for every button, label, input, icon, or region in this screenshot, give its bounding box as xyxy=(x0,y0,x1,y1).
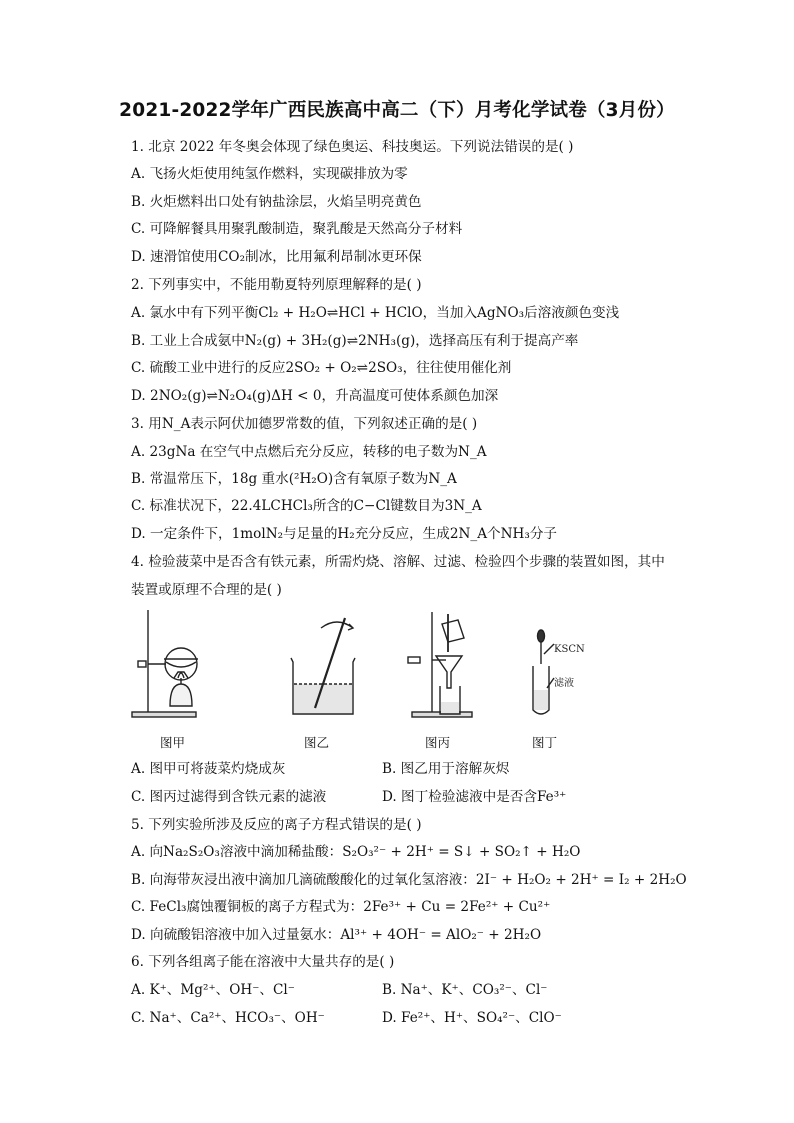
q4-option-d: D. 图丁检验滤液中是否含Fe³⁺ xyxy=(382,789,567,805)
figure-bing-filtration-apparatus xyxy=(398,606,478,721)
q3-option-d: D. 一定条件下，1molN₂与足量的H₂充分反应，生成2N_A个NH₃分子 xyxy=(131,526,558,542)
q6-stem: 6. 下列各组离子能在溶液中大量共存的是( ) xyxy=(131,954,395,970)
q3-option-b: B. 常温常压下，18g 重水(²H₂O)含有氧原子数为N_A xyxy=(131,471,457,487)
q1-option-a: A. 飞扬火炬使用纯氢作燃料，实现碳排放为零 xyxy=(131,166,408,182)
q3-option-c: C. 标准状况下，22.4LCHCl₃所含的C−Cl键数目为3N_A xyxy=(131,498,482,514)
q4-stem-line1: 4. 检验菠菜中是否含有铁元素，所需灼烧、溶解、过滤、检验四个步骤的装置如图，其中 xyxy=(131,554,665,570)
q6-option-c: C. Na⁺、Ca²⁺、HCO₃⁻、OH⁻ xyxy=(131,1010,325,1026)
q2-option-a: A. 氯水中有下列平衡Cl₂ + H₂O⇌HCl + HClO，当加入AgNO₃后溶液颜色变浅 xyxy=(131,305,620,321)
q5-option-c: C. FeCl₃腐蚀覆铜板的离子方程式为：2Fe³⁺ + Cu = 2Fe²⁺ + Cu²⁺ xyxy=(131,899,551,915)
page-title: 2021-2022学年广西民族高中高二（下）月考化学试卷（3月份） xyxy=(119,100,675,121)
q2-option-c: C. 硫酸工业中进行的反应2SO₂ + O₂⇌2SO₃，往往使用催化剂 xyxy=(131,360,512,376)
q1-option-d: D. 速滑馆使用CO₂制冰，比用氟利昂制冰更环保 xyxy=(131,249,422,265)
q1-stem: 1. 北京 2022 年冬奥会体现了绿色奥运、科技奥运。下列说法错误的是( ) xyxy=(131,139,574,155)
q1-option-b: B. 火炬燃料出口处有钠盐涂层，火焰呈明亮黄色 xyxy=(131,194,422,210)
q1-option-c: C. 可降解餐具用聚乳酸制造，聚乳酸是天然高分子材料 xyxy=(131,221,463,237)
q4-option-c: C. 图丙过滤得到含铁元素的滤液 xyxy=(131,789,327,805)
figure-caption-bing: 图丙 xyxy=(425,735,451,750)
q4-option-b: B. 图乙用于溶解灰烬 xyxy=(382,761,510,777)
q6-option-d: D. Fe²⁺、H⁺、SO₄²⁻、ClO⁻ xyxy=(382,1010,562,1026)
q5-stem: 5. 下列实验所涉及反应的离子方程式错误的是( ) xyxy=(131,817,422,833)
figure-caption-jia: 图甲 xyxy=(160,735,186,750)
figure-caption-yi: 图乙 xyxy=(304,735,330,750)
q4-stem-line2: 装置或原理不合理的是( ) xyxy=(131,582,282,598)
figure-yi-dissolving-apparatus xyxy=(285,606,365,721)
label-filtrate: 滤液 xyxy=(554,678,574,689)
figure-jia-burning-apparatus xyxy=(126,606,206,721)
figure-ding-testing-apparatus xyxy=(520,606,600,721)
q2-option-b: B. 工业上合成氨中N₂(g) + 3H₂(g)⇌2NH₃(g)，选择高压有利于提高产率 xyxy=(131,333,579,349)
q4-option-a: A. 图甲可将菠菜灼烧成灰 xyxy=(131,761,286,777)
label-kscn: KSCN xyxy=(554,644,585,655)
q3-option-a: A. 23gNa 在空气中点燃后充分反应，转移的电子数为N_A xyxy=(131,444,487,460)
q3-stem: 3. 用N_A表示阿伏加德罗常数的值，下列叙述正确的是( ) xyxy=(131,416,478,432)
q6-option-a: A. K⁺、Mg²⁺、OH⁻、Cl⁻ xyxy=(131,982,295,998)
q2-stem: 2. 下列事实中，不能用勒夏特列原理解释的是( ) xyxy=(131,277,422,293)
q2-option-d: D. 2NO₂(g)⇌N₂O₄(g)ΔH < 0，升高温度可使体系颜色加深 xyxy=(131,388,499,404)
q5-option-a: A. 向Na₂S₂O₃溶液中滴加稀盐酸：S₂O₃²⁻ + 2H⁺ = S↓ + SO₂↑ + H₂O xyxy=(131,844,581,860)
figure-caption-ding: 图丁 xyxy=(532,735,558,750)
q6-option-b: B. Na⁺、K⁺、CO₃²⁻、Cl⁻ xyxy=(382,982,548,998)
q5-option-b: B. 向海带灰浸出液中滴加几滴硫酸酸化的过氧化氢溶液：2I⁻ + H₂O₂ + 2H⁺ = I₂ + 2H₂O xyxy=(131,872,687,888)
q5-option-d: D. 向硫酸铝溶液中加入过量氨水：Al³⁺ + 4OH⁻ = AlO₂⁻ + 2H₂O xyxy=(131,927,542,943)
